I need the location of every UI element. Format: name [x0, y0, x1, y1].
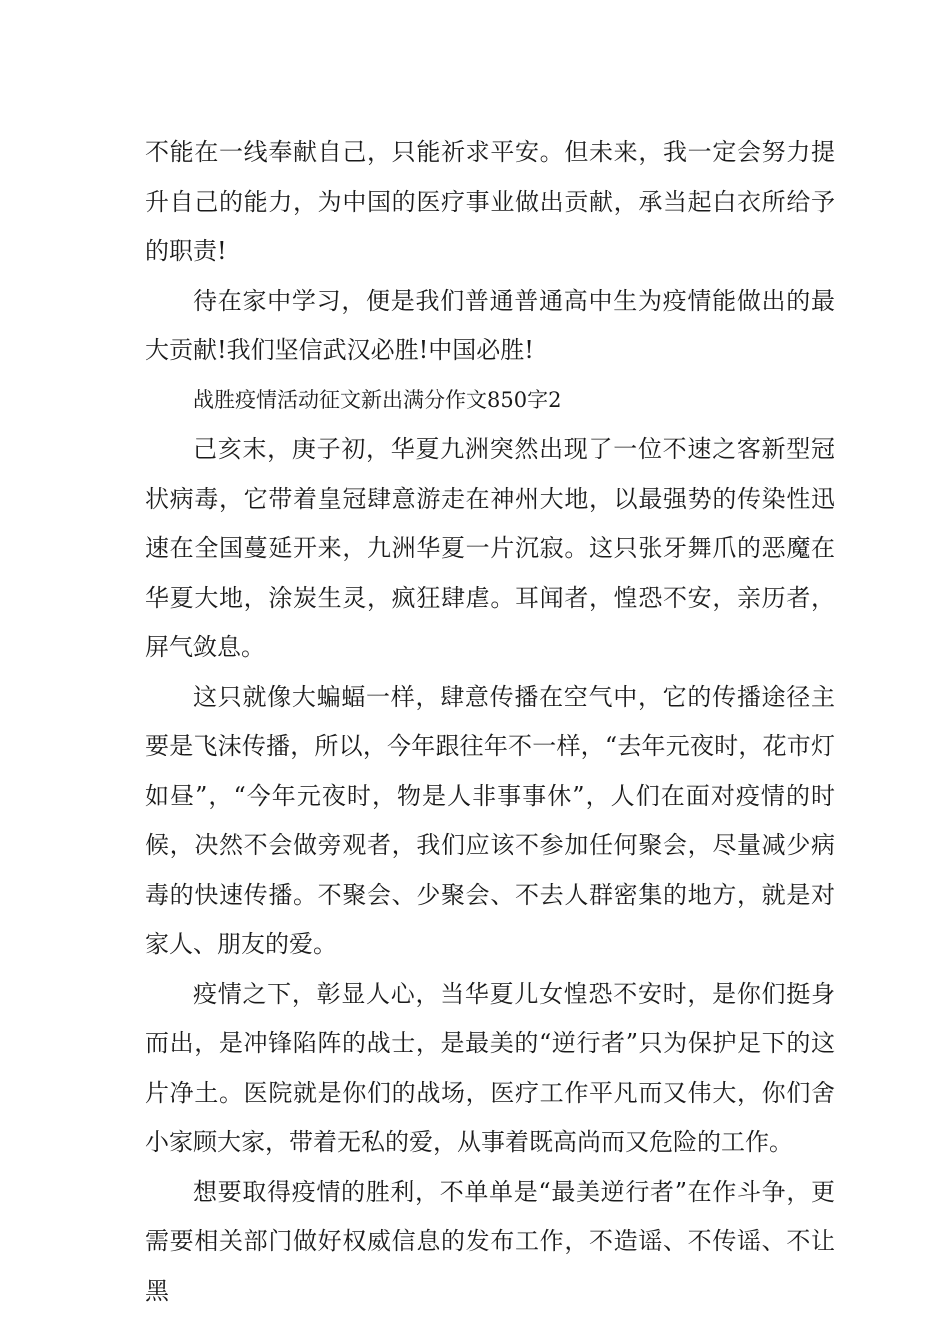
- paragraph-5: 疫情之下，彰显人心，当华夏儿女惶恐不安时，是你们挺身而出，是冲锋陷阵的战士，是最美的“逆行者”只为保护足下的这片净土。医院就是你们的战场，医疗工作平凡而又伟大，你们舍小家顾大家，带着无私的爱，从事着既高尚而又危险的工作。: [145, 979, 835, 1156]
- document-body: [145, 128, 835, 1316]
- paragraph-2: 待在家中学习，便是我们普通普通高中生为疫情能做出的最大贡献!我们坚信武汉必胜!中国必胜!: [145, 286, 835, 364]
- paragraph-1: 不能在一线奉献自己，只能祈求平安。但未来，我一定会努力提升自己的能力，为中国的医疗事业做出贡献，承当起白衣所给予的职责!: [145, 138, 835, 265]
- paragraph-3: 己亥末，庚子初，华夏九洲突然出现了一位不速之客新型冠状病毒，它带着皇冠肆意游走在神州大地，以最强势的传染性迅速在全国蔓延开来，九洲华夏一片沉寂。这只张牙舞爪的恶魔在华夏大地，涂炭生灵，疯狂肆虐。耳闻者，惶恐不安，亲历者，屏气敛息。: [145, 435, 835, 661]
- section-heading: 战胜疫情活动征文新出满分作文850字2: [193, 387, 562, 412]
- paragraph-4: 这只就像大蝙蝠一样，肆意传播在空气中，它的传播途径主要是飞沫传播，所以，今年跟往年不一样，“去年元夜时，花市灯如昼”，“今年元夜时，物是人非事事休”，人们在面对疫情的时候，决然不会做旁观者，我们应该不参加任何聚会，尽量减少病毒的快速传播。不聚会、少聚会、不去人群密集的地方，就是对家人、朋友的爱。: [145, 682, 835, 958]
- paragraph-6: 想要取得疫情的胜利，不单单是“最美逆行者”在作斗争，更需要相关部门做好权威信息的发布工作，不造谣、不传谣、不让黑: [145, 1177, 835, 1305]
